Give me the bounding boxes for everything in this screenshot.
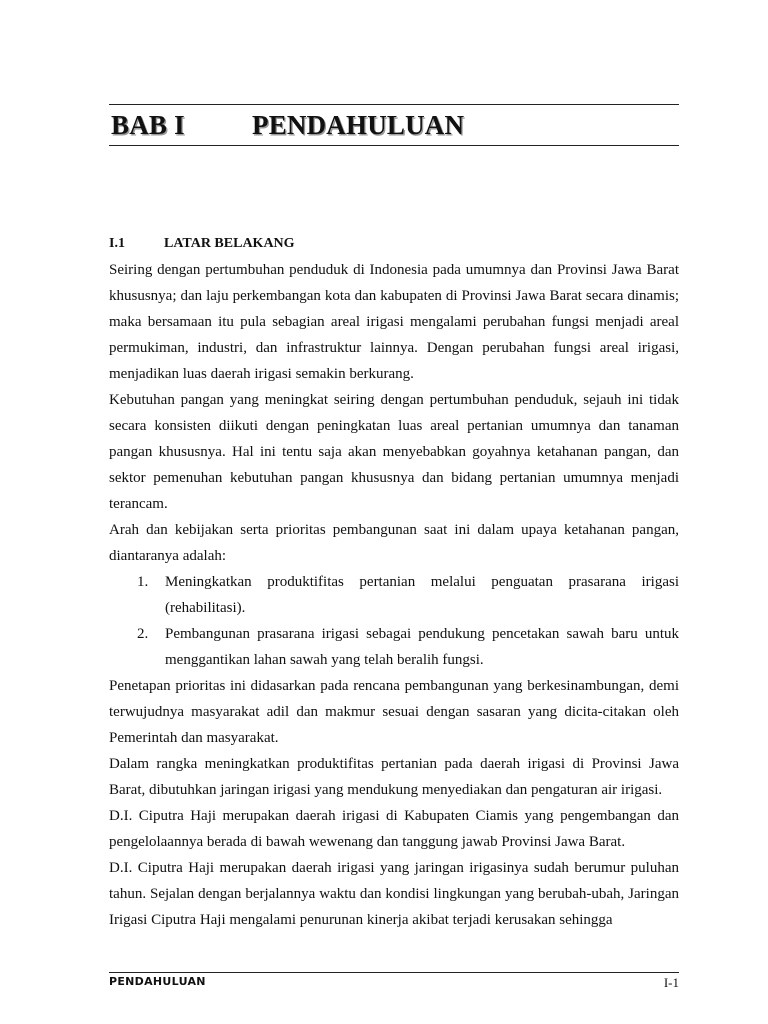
list-item [109, 569, 679, 621]
numbered-list [109, 569, 679, 673]
paragraph: Seiring dengan pertumbuhan penduduk di Indonesia pada umumnya dan Provinsi Jawa Barat khususnya; dan laju perkembangan kota dan kabupaten di Provinsi Jawa Barat secara dinamis; maka bersamaan itu pula sebagian areal irigasi mengalami perubahan fungsi menjadi areal permukiman, industri, dan infrastruktur lainnya. Dengan perubahan fungsi areal irigasi, menjadikan luas daerah irigasi semakin berkurang. [109, 262, 679, 382]
list-item-number: 2. [137, 626, 149, 642]
paragraph: Dalam rangka meningkatkan produktifitas pertanian pada daerah irigasi di Provinsi Jawa Barat, dibutuhkan jaringan irigasi yang mendukung menyediakan dan pengaturan air irigasi. [109, 756, 679, 798]
paragraph: Kebutuhan pangan yang meningkat seiring dengan pertumbuhan penduduk, sejauh ini tidak secara konsisten diikuti dengan peningkatan luas areal pertanian umumnya dan tanaman pangan khususnya. Hal ini tentu saja akan menyebabkan goyahnya ketahanan pangan, dan sektor pemenuhan kebutuhan pangan khususnya dan bidang pertanian umumnya menjadi terancam. [109, 392, 679, 512]
list-item-text: Meningkatkan produktifitas pertanian melalui penguatan prasarana irigasi (rehabilitasi). [165, 574, 679, 616]
paragraph: Penetapan prioritas ini didasarkan pada rencana pembangunan yang berkesinambungan, demi terwujudnya masyarakat adil dan makmur sesuai dengan sasaran yang dicita-citakan oleh Pemerintah dan masyarakat. [109, 678, 679, 746]
page-footer [109, 975, 679, 991]
chapter-number: BAB I [111, 110, 185, 140]
paragraph: Arah dan kebijakan serta prioritas pembangunan saat ini dalam upaya ketahanan pangan, diantaranya adalah: [109, 522, 679, 564]
section-heading [109, 231, 679, 257]
chapter-title: PENDAHULUAN [252, 110, 465, 140]
list-item-number: 1. [137, 574, 149, 590]
section-title: LATAR BELAKANG [164, 236, 295, 251]
list-item [109, 621, 679, 673]
footer-chapter-label: PENDAHULUAN [109, 975, 206, 988]
section-number: I.1 [109, 236, 125, 251]
paragraph: D.I. Ciputra Haji merupakan daerah irigasi yang jaringan irigasinya sudah berumur puluhan tahun. Sejalan dengan berjalannya waktu dan kondisi lingkungan yang berubah-ubah, Jaringan Irigasi Ciputra Haji mengalami penurunan kinerja akibat terjadi kerusakan sehingga [109, 860, 679, 928]
page-number: I-1 [663, 975, 679, 990]
list-item-text: Pembangunan prasarana irigasi sebagai pendukung pencetakan sawah baru untuk menggantikan lahan sawah yang telah beralih fungsi. [165, 626, 679, 668]
body-text [109, 231, 679, 933]
header-top-rule [109, 104, 679, 105]
header-bottom-rule [109, 145, 679, 146]
footer-rule [109, 972, 679, 973]
paragraph: D.I. Ciputra Haji merupakan daerah irigasi di Kabupaten Ciamis yang pengembangan dan pengelolaannya berada di bawah wewenang dan tanggung jawab Provinsi Jawa Barat. [109, 808, 679, 850]
